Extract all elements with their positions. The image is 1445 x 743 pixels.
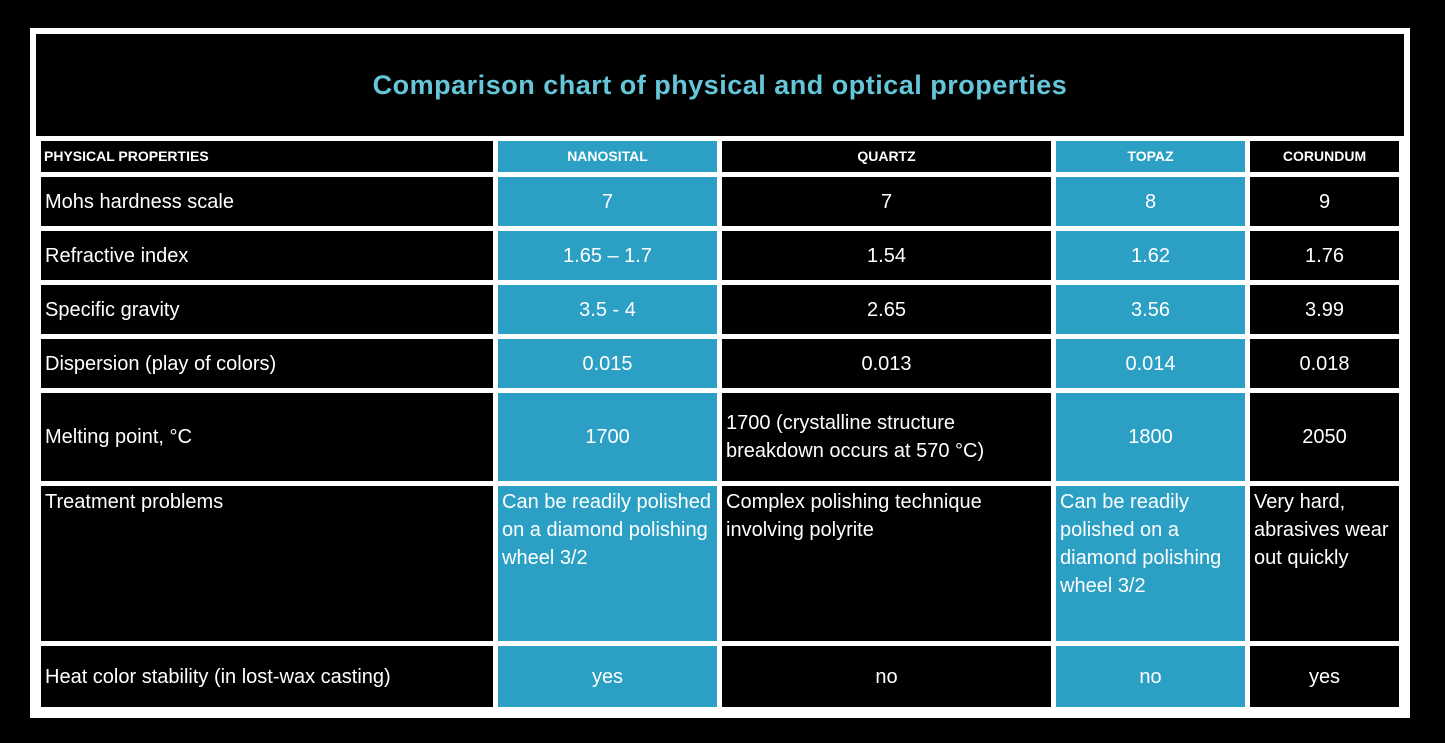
value-quartz: 7 xyxy=(722,177,1051,226)
property-label: Refractive index xyxy=(41,231,493,280)
value-corundum: 2050 xyxy=(1250,393,1399,481)
value-nanosital: yes xyxy=(498,646,717,707)
value-corundum: yes xyxy=(1250,646,1399,707)
column-header-nanosital: NANOSITAL xyxy=(498,141,717,172)
row-melting-point xyxy=(41,393,1399,481)
row-refractive-index xyxy=(41,231,1399,280)
value-corundum: 3.99 xyxy=(1250,285,1399,334)
value-quartz: 0.013 xyxy=(722,339,1051,388)
value-quartz: 1.54 xyxy=(722,231,1051,280)
column-header-physical-properties: PHYSICAL PROPERTIES xyxy=(41,141,493,172)
property-label: Treatment problems xyxy=(41,486,493,641)
value-topaz: 8 xyxy=(1056,177,1245,226)
value-topaz: Can be readily polished on a diamond polishing wheel 3/2 xyxy=(1056,486,1245,641)
property-label: Dispersion (play of colors) xyxy=(41,339,493,388)
value-nanosital: 1.65 – 1.7 xyxy=(498,231,717,280)
value-nanosital: 7 xyxy=(498,177,717,226)
value-topaz: 1800 xyxy=(1056,393,1245,481)
page-title: Comparison chart of physical and optical properties xyxy=(372,69,1068,100)
property-label: Mohs hardness scale xyxy=(41,177,493,226)
row-mohs-hardness xyxy=(41,177,1399,226)
value-corundum: 9 xyxy=(1250,177,1399,226)
row-specific-gravity xyxy=(41,285,1399,334)
title-area xyxy=(36,34,1404,136)
value-corundum: 1.76 xyxy=(1250,231,1399,280)
value-topaz: 1.62 xyxy=(1056,231,1245,280)
property-label: Specific gravity xyxy=(41,285,493,334)
value-nanosital: 3.5 - 4 xyxy=(498,285,717,334)
value-nanosital: Can be readily polished on a diamond polishing wheel 3/2 xyxy=(498,486,717,641)
value-quartz: 1700 (crystalline structure breakdown occurs at 570 °C) xyxy=(722,393,1051,481)
header-row xyxy=(41,141,1399,172)
column-header-corundum: CORUNDUM xyxy=(1250,141,1399,172)
value-quartz: 2.65 xyxy=(722,285,1051,334)
comparison-table xyxy=(36,136,1404,712)
value-quartz: no xyxy=(722,646,1051,707)
value-topaz: no xyxy=(1056,646,1245,707)
value-topaz: 3.56 xyxy=(1056,285,1245,334)
value-topaz: 0.014 xyxy=(1056,339,1245,388)
value-nanosital: 0.015 xyxy=(498,339,717,388)
value-quartz: Complex polishing technique involving polyrite xyxy=(722,486,1051,641)
value-nanosital: 1700 xyxy=(498,393,717,481)
value-corundum: 0.018 xyxy=(1250,339,1399,388)
column-header-quartz: QUARTZ xyxy=(722,141,1051,172)
row-heat-color-stability xyxy=(41,646,1399,707)
row-dispersion xyxy=(41,339,1399,388)
column-header-topaz: TOPAZ xyxy=(1056,141,1245,172)
property-label: Heat color stability (in lost-wax casting) xyxy=(41,646,493,707)
row-treatment-problems xyxy=(41,486,1399,641)
property-label: Melting point, °C xyxy=(41,393,493,481)
table-frame xyxy=(30,28,1410,718)
value-corundum: Very hard, abrasives wear out quickly xyxy=(1250,486,1399,641)
